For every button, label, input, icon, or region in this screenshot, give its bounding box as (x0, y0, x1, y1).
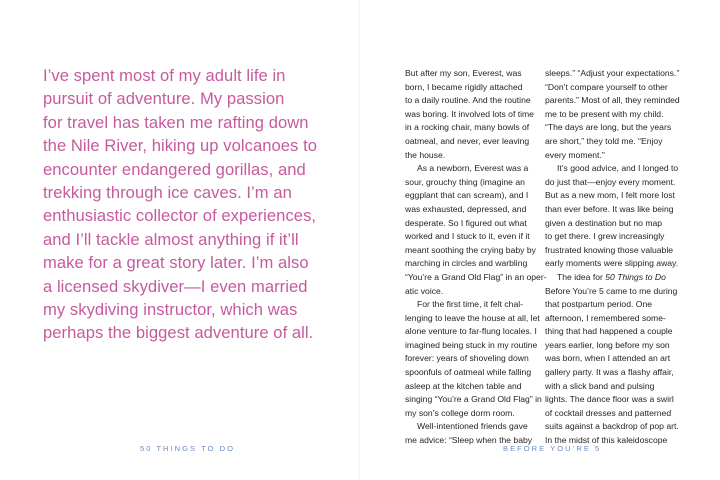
body-line: was born, when I attended an art (545, 353, 671, 364)
body-line: do just that—enjoy every moment. (545, 176, 676, 187)
body-line: me advice: “Sleep when the baby (405, 435, 533, 446)
body-line-text: The idea for (557, 271, 606, 282)
pull-quote-line: the Nile River, hiking up volcanoes to (43, 136, 318, 156)
body-line: with a slick band and pulsing (545, 380, 655, 391)
body-line: “You’re a Grand Old Flag” in an oper- (405, 271, 547, 282)
pull-quote-line: encounter endangered gorillas, and (43, 159, 306, 179)
body-line: Well-intentioned friends gave (417, 421, 528, 432)
body-line: of cocktail dresses and patterned (545, 407, 672, 418)
body-line: to a daily routine. And the routine (405, 95, 531, 106)
body-line: spoonfuls of oatmeal while falling (405, 367, 532, 378)
body-line: But as a new mom, I felt more lost (545, 190, 675, 201)
body-line: sour, grouchy thing (imagine an (405, 176, 525, 187)
running-footer-left: 50 THINGS TO DO (140, 444, 235, 453)
body-line: As a newborn, Everest was a (417, 163, 529, 174)
body-line: me to be present with my child. (545, 108, 664, 119)
body-line: in a rocking chair, many bowls of (405, 122, 530, 133)
body-line: meant soothing the crying baby by (405, 244, 536, 255)
pull-quote-line: I’ve spent most of my adult life in (43, 66, 286, 85)
body-line: singing “You’re a Grand Old Flag” in (405, 394, 542, 405)
body-line: suits against a backdrop of pop art. (545, 421, 679, 432)
body-line: alone venture to far-flung locales. I (405, 326, 537, 337)
body-line: my son’s college dorm room. (405, 407, 515, 418)
body-line: For the first time, it felt chal- (417, 299, 524, 310)
body-line: “The days are long, but the years (545, 122, 672, 133)
body-line: early moments were slipping away. (545, 258, 679, 269)
body-line: marching in circles and warbling (405, 258, 528, 269)
body-line: But after my son, Everest, was (405, 68, 522, 78)
body-line: gallery party. It was a flashy affair, (545, 367, 674, 378)
running-footer-right: BEFORE YOU’RE 5 (503, 444, 602, 453)
body-line: Before You’re 5 came to me during (545, 285, 678, 296)
body-line: imagined being stuck in my routine (405, 339, 538, 350)
pull-quote-line: pursuit of adventure. My passion (43, 89, 285, 109)
body-column-1 (405, 67, 547, 448)
body-line: afternoon, I remembered some- (545, 312, 666, 323)
pull-quote-line: for travel has taken me rafting down (43, 112, 309, 132)
body-line: are short,” they told me. “Enjoy (545, 135, 663, 146)
body-line: desperate. So I figured out what (405, 217, 527, 228)
body-line: “Don’t compare yourself to other (545, 81, 668, 92)
body-line: given a destination but no map (545, 217, 663, 228)
body-line: thing that had happened a couple (545, 326, 673, 337)
body-column-2 (545, 67, 680, 448)
body-line: the house. (405, 149, 446, 160)
body-line: was boring. It involved lots of time (405, 108, 534, 119)
body-line: parents.” Most of all, they reminded (545, 95, 680, 106)
body-line: asleep at the kitchen table and (405, 380, 522, 391)
body-line: sleeps.” “Adjust your expectations.” (545, 68, 680, 78)
pull-quote-line: trekking through ice caves. I’m an (43, 183, 292, 203)
pull-quote (43, 64, 343, 345)
pull-quote-line: a licensed skydiver—I even married (43, 276, 308, 296)
pull-quote-line: enthusiastic collector of experiences, (43, 206, 317, 226)
body-line: every moment.” (545, 149, 605, 160)
body-line: born, I became rigidly attached (405, 81, 523, 92)
pull-quote-line: and I’ll tackle almost anything if it’ll (43, 229, 299, 249)
body-line: to get there. I grew increasingly (545, 231, 665, 242)
body-line: frustrated knowing those valuable (545, 244, 674, 255)
body-line: was exhausted, depressed, and (405, 203, 527, 214)
body-line: atic voice. (405, 285, 444, 296)
body-line: that postpartum period. One (545, 299, 653, 310)
pull-quote-line: my skydiving instructor, which was (43, 300, 298, 320)
body-line: lenging to leave the house at all, let (405, 312, 540, 323)
body-line: worked and I stuck to it, even if it (405, 231, 530, 242)
body-line: In the midst of this kaleidoscope (545, 435, 668, 446)
body-line: lights. The dance floor was a swirl (545, 394, 674, 405)
body-line: It’s good advice, and I longed to (557, 163, 679, 174)
book-title-italic: 50 Things to Do (605, 271, 666, 282)
pull-quote-line: make for a great story later. I’m also (43, 253, 309, 273)
pull-quote-line: perhaps the biggest adventure of all. (43, 323, 314, 343)
body-line: eggplant that can scream), and I (405, 190, 529, 201)
body-line: than ever before. It was like being (545, 203, 674, 214)
body-line: forever: years of shoveling down (405, 353, 529, 364)
body-line: oatmeal, and never, ever leaving (405, 135, 530, 146)
body-line (545, 271, 677, 285)
body-line: years earlier, long before my son (545, 339, 670, 350)
